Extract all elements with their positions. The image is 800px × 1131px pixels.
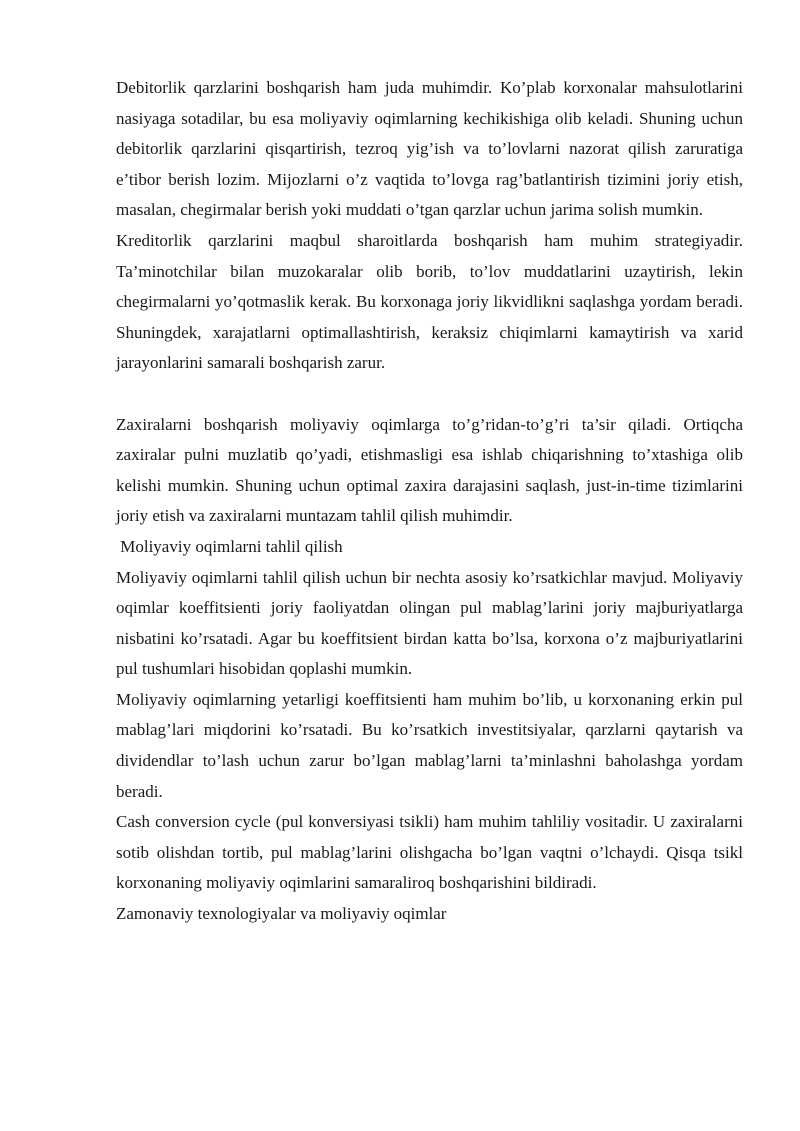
- paragraph-cash-conversion-cycle: Cash conversion cycle (pul konversiyasi tsikli) ham muhim tahliliy vositadir. U zaxiralarni sotib olishdan tortib, pul mablag’larini olishgacha bo’lgan vaqtni o’lchaydi. Qisqa tsikl korxonaning moliyaviy oqimlarini samaraliroq boshqarishini bildiradi.: [116, 812, 743, 893]
- paragraph-inventory: Zaxiralarni boshqarish moliyaviy oqimlarga to’g’ridan-to’g’ri ta’sir qiladi. Ortiqcha zaxiralar pulni muzlatib qo’yadi, etishmasligi esa ishlab chiqarishning to’xtashiga olib kelishi mumkin. Shuning uchun optimal zaxira darajasini saqlash, just-in-time tizimlarini joriy etish va zaxiralarni muntazam tahlil qilish muhimdir.: [116, 414, 743, 526]
- section-heading-technology: Zamonaviy texnologiyalar va moliyaviy oqimlar: [116, 904, 447, 924]
- blank-line: [116, 379, 743, 410]
- paragraph-cashflow-ratio: Moliyaviy oqimlarni tahlil qilish uchun bir nechta asosiy ko’rsatkichlar mavjud. Moliyaviy oqimlar koeffitsienti joriy faoliyatdan olingan pul mablag’larini joriy majburiyatlarga nisbatini ko’rsatadi. Agar bu koeffitsient birdan katta bo’lsa, korxona o’z majburiyatlarini pul tushumlari hisobidan qoplashi mumkin.: [116, 567, 743, 679]
- paragraph-adequacy-ratio: Moliyaviy oqimlarning yetarligi koeffitsienti ham muhim bo’lib, u korxonaning erkin pul mablag’lari miqdorini ko’rsatadi. Bu ko’rsatkich investitsiyalar, qarzlarni qaytarish va dividendlar to’lash uchun zarur bo’lgan mablag’larni ta’minlashni baholashga yordam beradi.: [116, 689, 743, 801]
- section-heading-analysis: Moliyaviy oqimlarni tahlil qilish: [116, 536, 343, 556]
- paragraph-payables: Kreditorlik qarzlarini maqbul sharoitlarda boshqarish ham muhim strategiyadir. Ta’minotchilar bilan muzokaralar olib borib, to’lov muddatlarini uzaytirish, lekin chegirmalarni yo’qotmaslik kerak. Bu korxonaga joriy likvidlikni saqlashga yordam beradi. Shuningdek, xarajatlarni optimallashtirish, keraksiz chiqimlarni kamaytirish va xarid jarayonlarini samarali boshqarish zarur.: [116, 230, 743, 373]
- paragraph-receivables: Debitorlik qarzlarini boshqarish ham juda muhimdir. Ko’plab korxonalar mahsulotlarini nasiyaga sotadilar, bu esa moliyaviy oqimlarning kechikishiga olib keladi. Shuning uchun debitorlik qarzlarini qisqartirish, tezroq yig’ish va to’lovlarni nazorat qilish zaruratiga e’tibor berish lozim. Mijozlarni o’z vaqtida to’lovga rag’batlantirish tizimini joriy etish, masalan, chegirmalar berish yoki muddati o’tgan qarzlar uchun jarima solish mumkin.: [116, 78, 743, 220]
- document-body: [116, 73, 743, 930]
